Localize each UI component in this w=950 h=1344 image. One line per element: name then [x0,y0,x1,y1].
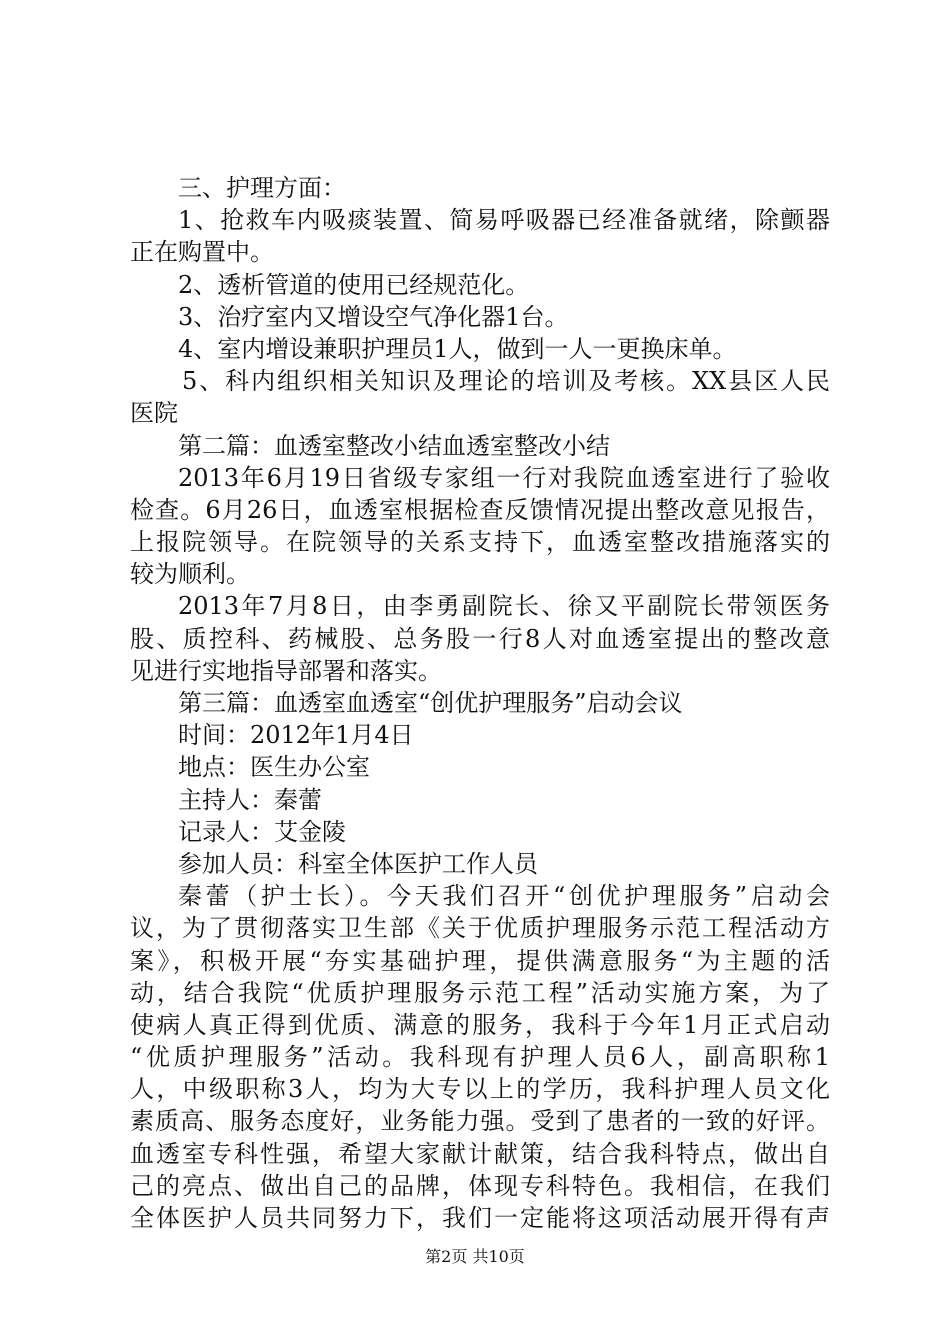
text-line: 4、室内增设兼职护理员1人，做到一人一更换床单。 [178,334,737,363]
text-line: 时间：2012年1月4日 [178,721,414,750]
text-line: 秦蕾（护士长）。今天我们召开“创优护理服务”启动会 [178,882,830,911]
text-line: 动，结合我院“优质护理服务示范工程”活动实施方案，为了 [130,978,830,1007]
text-line: 股、质控科、药械股、总务股一行8人对血透室提出的整改意 [130,624,830,653]
text-line: 己的亮点、做出自己的品牌，体现专科特色。我相信，在我们 [130,1171,830,1200]
text-line: 素质高、服务态度好，业务能力强。受到了患者的一致的好评。 [130,1107,830,1136]
text-line: 使病人真正得到优质、满意的服务，我科于今年1月正式启动 [130,1010,830,1039]
text-line: 主持人：秦蕾 [178,785,322,814]
text-line: 检查。6月26日，血透室根据检查反馈情况提出整改意见报告， [130,495,830,524]
text-line: 2013年6月19日省级专家组一行对我院血透室进行了验收 [178,463,830,492]
text-line: 全体医护人员共同努力下，我们一定能将这项活动展开得有声 [130,1204,830,1232]
text-line: 2013年7月8日，由李勇副院长、徐又平副院长带领医务 [178,592,830,621]
text-line: 医院 [130,399,178,428]
text-line: 3、治疗室内又增设空气净化器1台。 [178,302,569,331]
text-line: 见进行实地指导部署和落实。 [130,656,442,685]
document-body [130,172,830,1234]
text-line: 上报院领导。在院领导的关系支持下，血透室整改措施落实的 [130,528,830,557]
page-footer: 第2页 共10页 [425,1247,525,1266]
text-line: 第三篇：血透室血透室“创优护理服务”启动会议 [178,689,683,717]
text-line: 案》，积极开展“夯实基础护理，提供满意服务“为主题的活 [130,946,830,975]
text-line: 三、护理方面： [178,174,346,202]
text-line: 5、科内组织相关知识及理论的培训及考核。XX县区人民 [182,367,830,396]
text-line: 较为顺利。 [130,560,250,589]
text-line: 1、抢救车内吸痰装置、简易呼吸器已经准备就绪，除颤器 [178,206,830,235]
text-line: 第二篇：血透室整改小结血透室整改小结 [178,431,610,460]
text-line: “优质护理服务”活动。我科现有护理人员6人，副高职称1 [130,1043,830,1072]
text-line: 议，为了贯彻落实卫生部《关于优质护理服务示范工程活动方 [130,914,830,943]
text-line: 记录人：艾金陵 [178,817,346,846]
text-line: 2、透析管道的使用已经规范化。 [178,270,530,299]
text-line: 正在购置中。 [130,238,274,267]
text-line: 地点：医生办公室 [178,753,370,782]
text-line: 参加人员：科室全体医护工作人员 [178,849,538,878]
text-line: 血透室专科性强，希望大家献计献策，结合我科特点，做出自 [130,1139,830,1168]
text-line: 人，中级职称3人，均为大专以上的学历，我科护理人员文化 [130,1075,830,1104]
